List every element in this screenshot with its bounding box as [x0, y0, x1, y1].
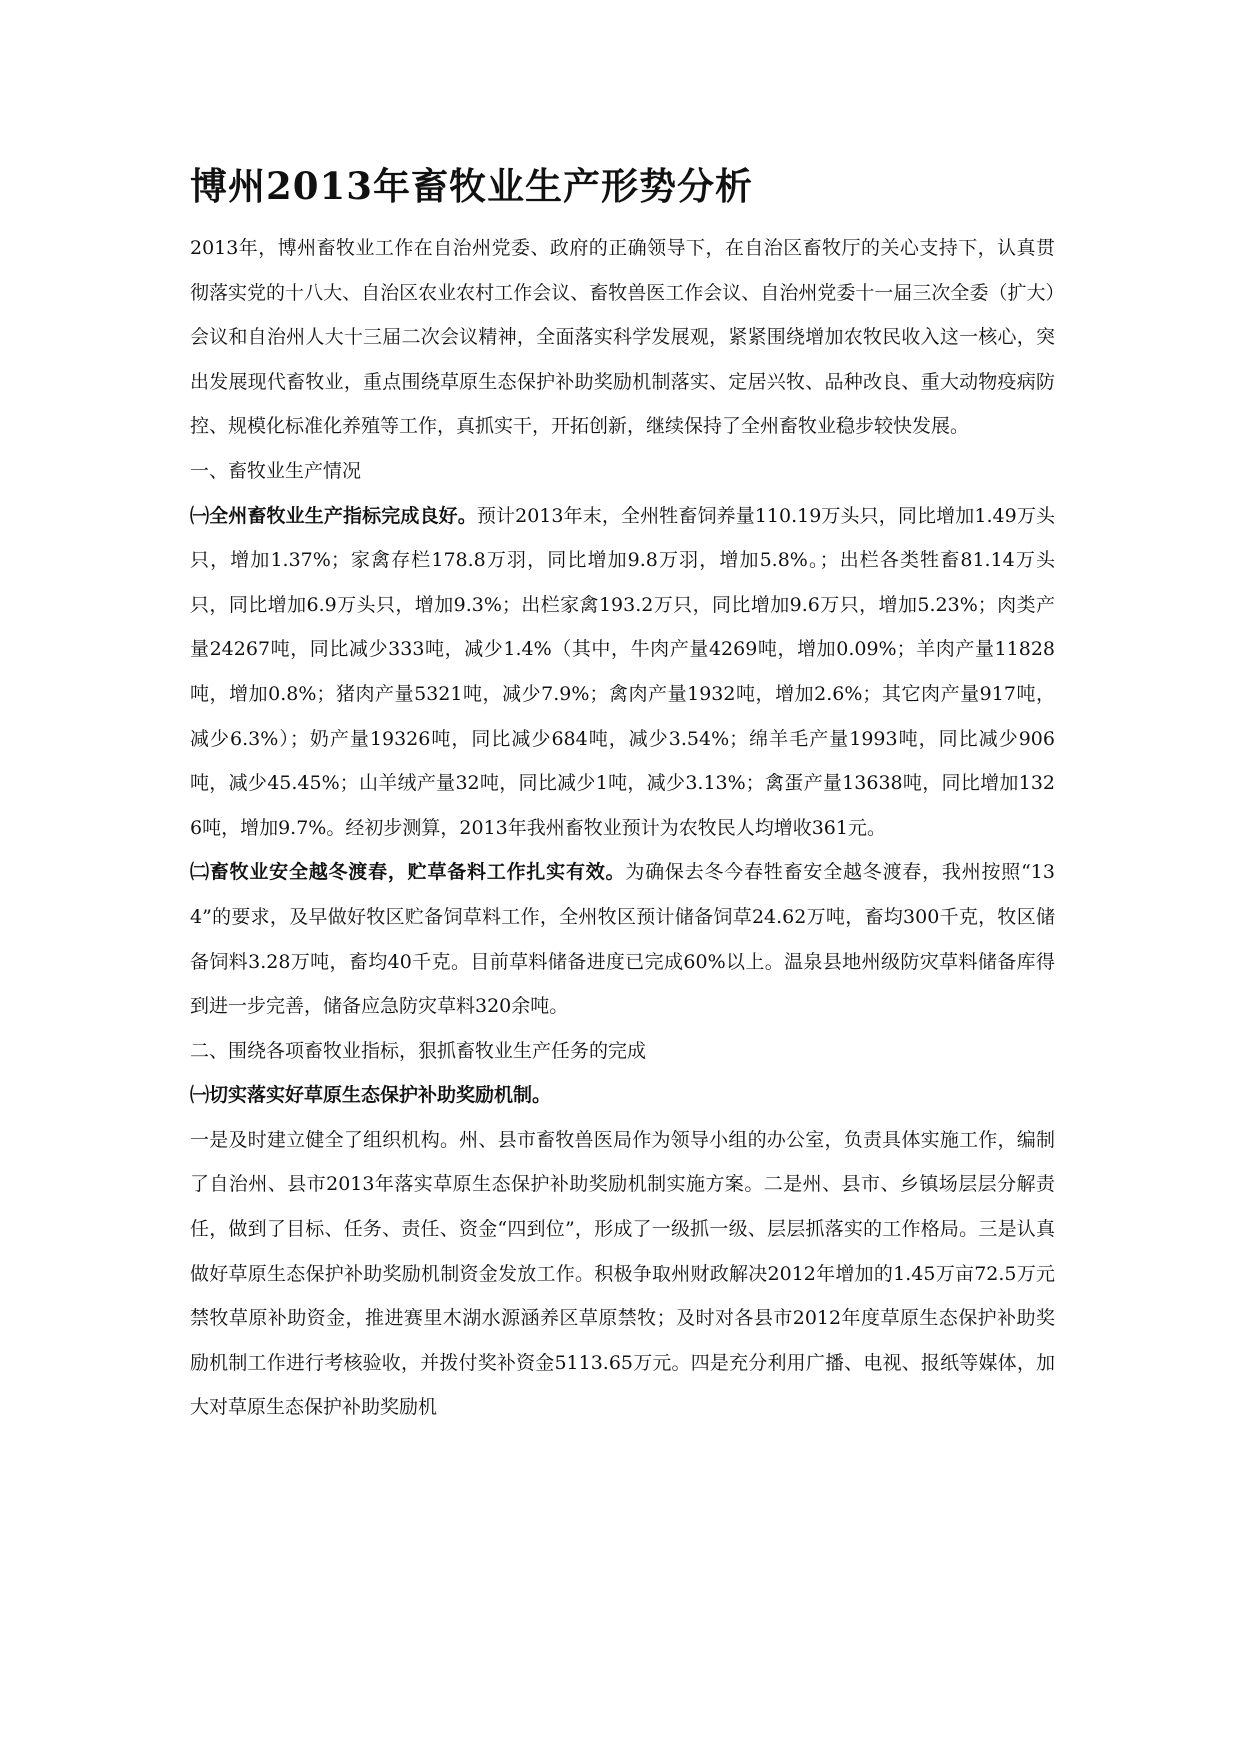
section-1-item-1-text: 预计2013年末，全州牲畜饲养量110.19万头只，同比增加1.49万头只，增加1.37%；家禽存栏178.8万羽，同比增加9.8万羽，增加5.8%。；出栏各类牲畜81.14万头只，同比增加6.9万头只，增加9.3%；出栏家禽193.2万只，同比增加9.6万只，增加5.23%；肉类产量24267吨，同比减少333吨，减少1.4%（其中，牛肉产量4269吨，增加0.09%；羊肉产量11828吨，增加0.8%；猪肉产量5321吨，减少7.9%；禽肉产量1932吨，增加2.6%；其它肉产量917吨，减少6.3%）；奶产量19326吨，同比减少684吨，减少3.54%；绵羊毛产量1993吨，同比减少906吨，减少45.45%；山羊绒产量32吨，同比减少1吨，减少3.13%；禽蛋产量13638吨，同比增加1326吨，增加9.7%。经初步测算，2013年我州畜牧业预计为农牧民人均增收361元。 — [190, 504, 1055, 839]
section-1-item-2 — [190, 850, 1055, 1028]
section-1-heading: 一、畜牧业生产情况 — [190, 459, 362, 482]
document-body — [190, 158, 1055, 1430]
section-2-item-1-lead: ㈠切实落实好草原生态保护补助奖励机制。 — [190, 1084, 552, 1107]
section-1-item-2-lead: ㈡畜牧业安全越冬渡春，贮草备料工作扎实有效。 — [190, 861, 626, 884]
section-2-heading: 二、围绕各项畜牧业指标，狠抓畜牧业生产任务的完成 — [190, 1039, 647, 1062]
intro-paragraph: 2013年，博州畜牧业工作在自治州党委、政府的正确领导下，在自治区畜牧厅的关心支持下，认真贯彻落实党的十八大、自治区农业农村工作会议、畜牧兽医工作会议、自治州党委十一届三次全委（扩大）会议和自治州人大十三届二次会议精神，全面落实科学发展观，紧紧围绕增加农牧民收入这一核心，突出发展现代畜牧业，重点围绕草原生态保护补助奖励机制落实、定居兴牧、品种改良、重大动物疫病防控、规模化标准化养殖等工作，真抓实干，开拓创新，继续保持了全州畜牧业稳步较快发展。 — [190, 237, 1055, 438]
section-1-item-2-text: 为确保去冬今春牲畜安全越冬渡春，我州按照“134”的要求，及早做好牧区贮备饲草料工作，全州牧区预计储备饲草24.62万吨，畜均300千克，牧区储备饲料3.28万吨，畜均40千克。目前草料储备进度已完成60%以上。温泉县地州级防灾草料储备库得到进一步完善，储备应急防灾草料320余吨。 — [190, 861, 1055, 1018]
section-1-item-1-lead: ㈠全州畜牧业生产指标完成良好。 — [190, 504, 477, 527]
section-2-item-1-text: 一是及时建立健全了组织机构。州、县市畜牧兽医局作为领导小组的办公室，负责具体实施工作，编制了自治州、县市2013年落实草原生态保护补助奖励机制实施方案。二是州、县市、乡镇场层层分解责任，做到了目标、任务、责任、资金“四到位”，形成了一级抓一级、层层抓落实的工作格局。三是认真做好草原生态保护补助奖励机制资金发放工作。积极争取州财政解决2012年增加的1.45万亩72.5万元禁牧草原补助资金，推进赛里木湖水源涵养区草原禁牧；及时对各县市2012年度草原生态保护补助奖励机制工作进行考核验收，并拨付奖补资金5113.65万元。四是充分利用广播、电视、报纸等媒体，加大对草原生态保护补助奖励机 — [190, 1128, 1055, 1419]
section-1-item-1 — [190, 494, 1055, 851]
document-title: 博州2013年畜牧业生产形势分析 — [190, 164, 753, 208]
